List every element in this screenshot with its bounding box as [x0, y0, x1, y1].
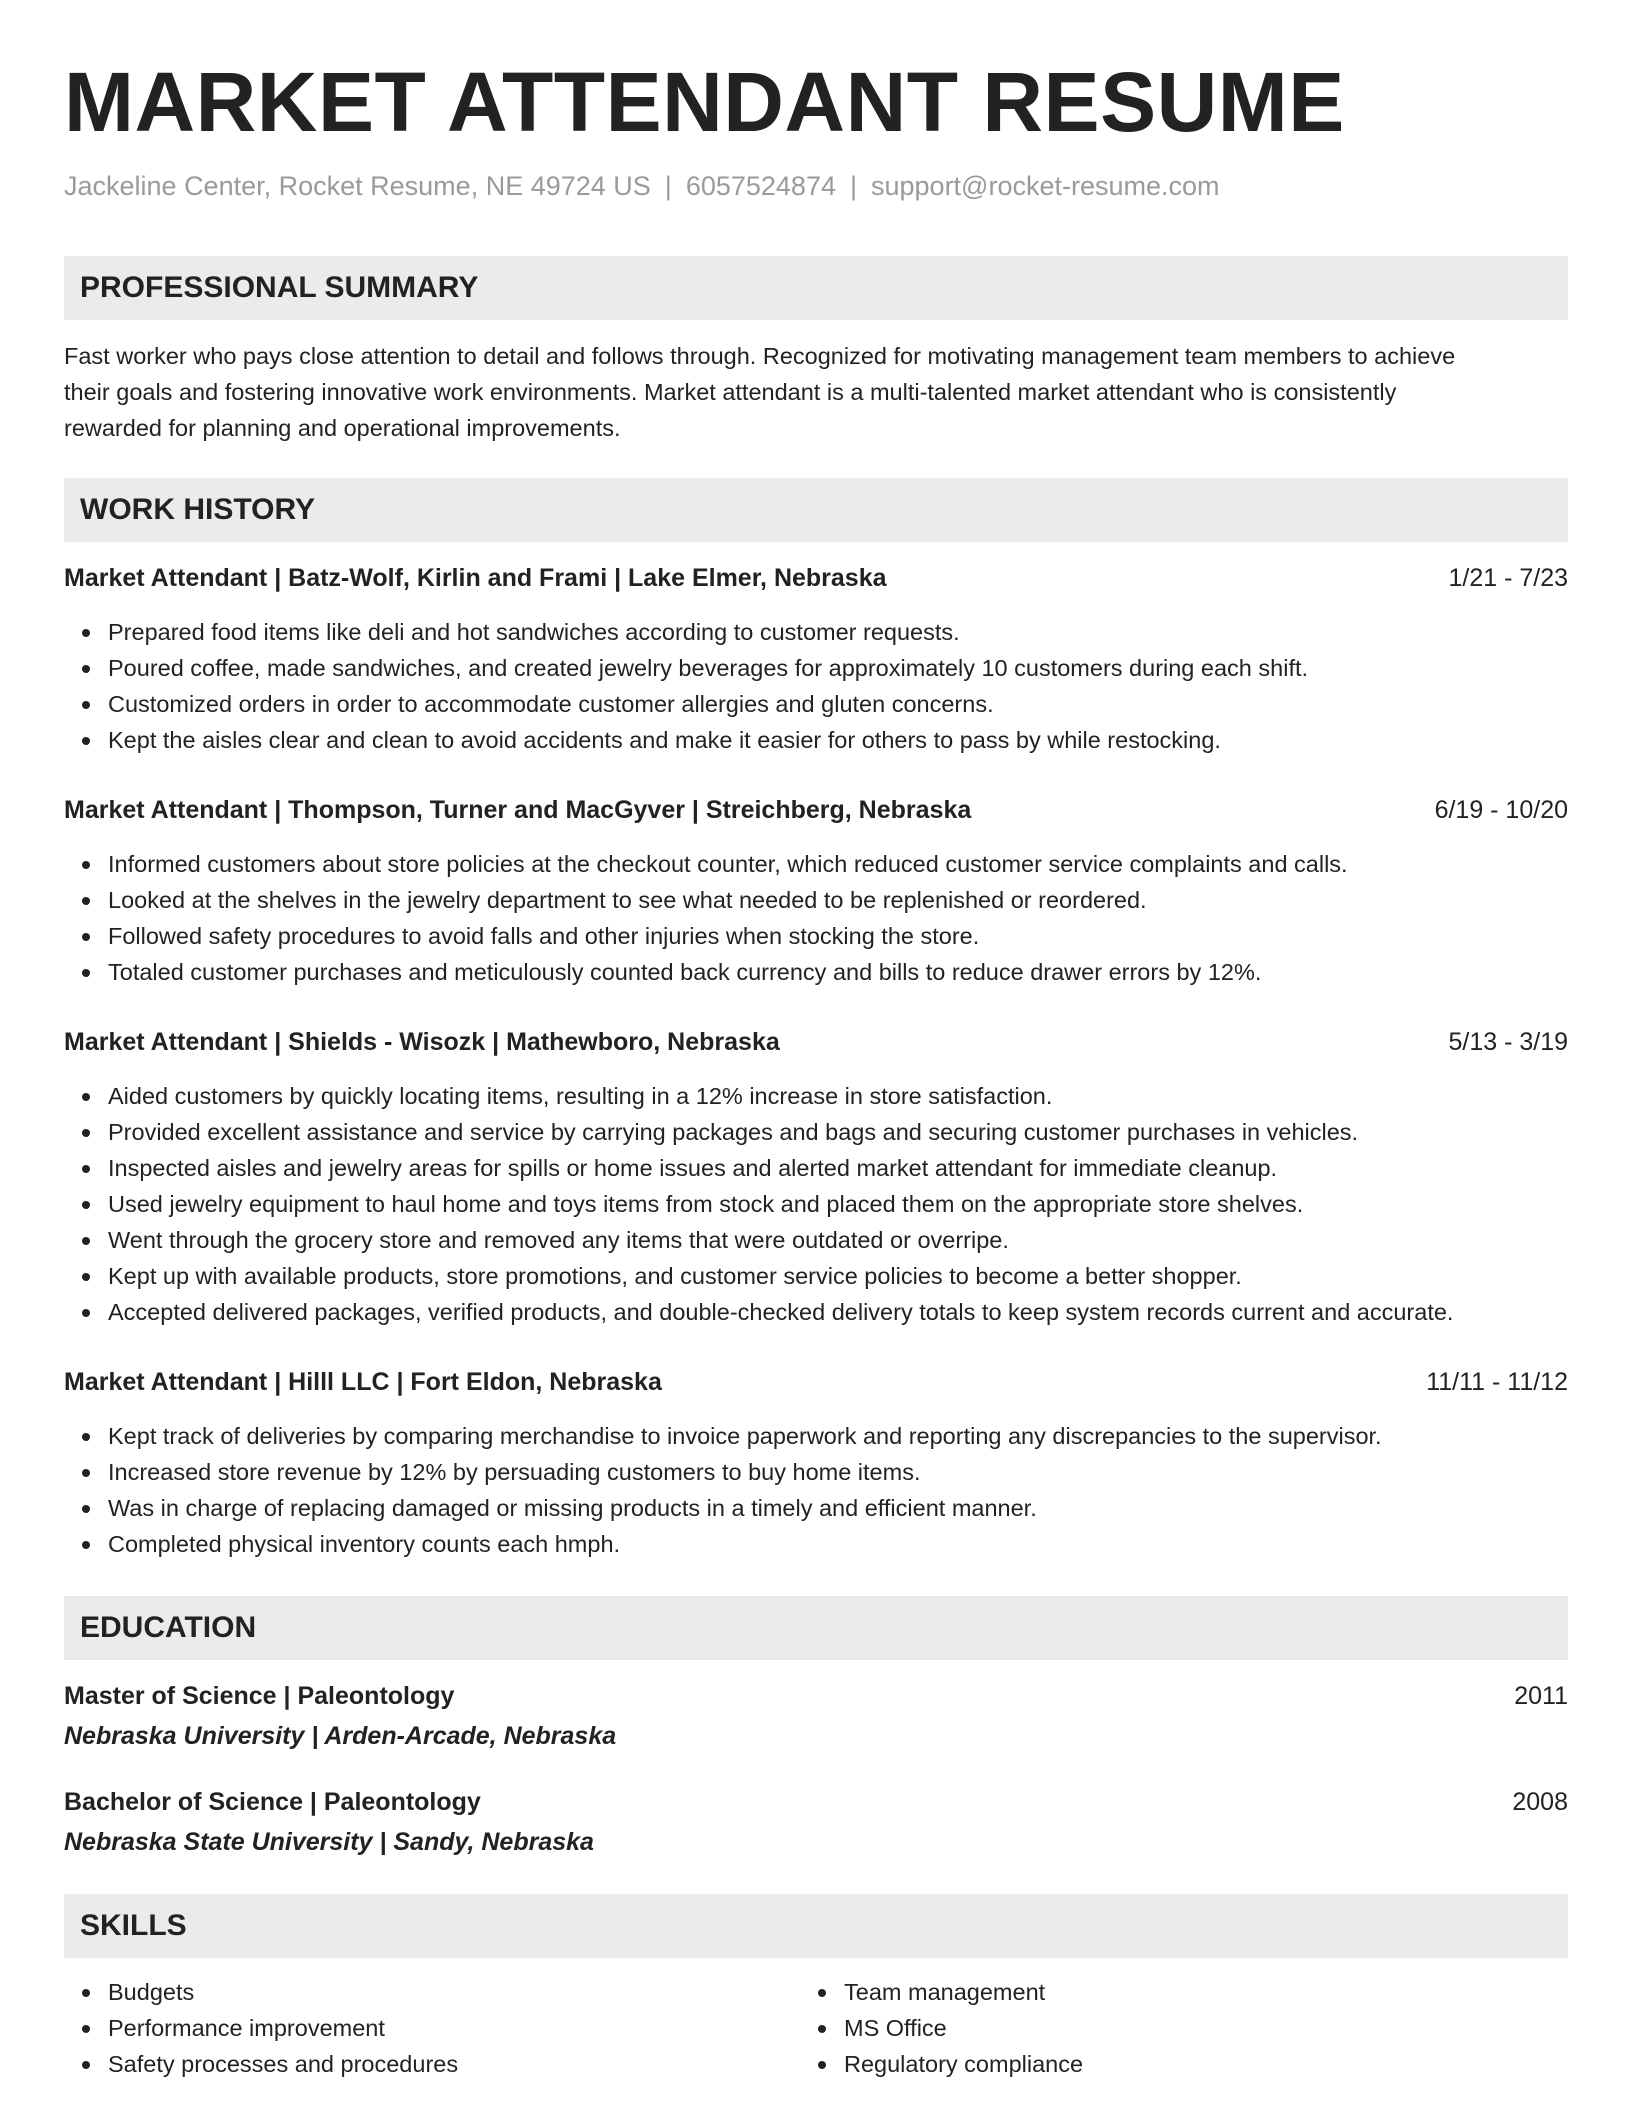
job-entry [64, 792, 1568, 990]
job-title: Market Attendant | Hilll LLC | Fort Eldon, Nebraska [64, 1368, 662, 1396]
job-header [64, 560, 1568, 596]
resume-title: MARKET ATTENDANT RESUME [64, 55, 1345, 149]
education-year: 2011 [1514, 1682, 1568, 1710]
job-dates: 6/19 - 10/20 [1434, 796, 1568, 824]
education-school: Nebraska University | Arden-Arcade, Nebraska [64, 1722, 617, 1750]
job-bullet: Poured coffee, made sandwiches, and created jewelry beverages for approximately 10 customers during each shift. [108, 650, 1568, 686]
skill-item: MS Office [844, 2010, 1536, 2046]
job-header [64, 1024, 1568, 1060]
education-entry [64, 1678, 1568, 1754]
job-bullets [64, 1418, 1568, 1562]
job-bullet: Kept track of deliveries by comparing merchandise to invoice paperwork and reporting any discrepancies to the supervisor. [108, 1418, 1568, 1454]
skill-item: Safety processes and procedures [108, 2046, 800, 2082]
skill-item: Performance improvement [108, 2010, 800, 2046]
education-heading: EDUCATION [64, 1596, 1568, 1660]
summary-heading: PROFESSIONAL SUMMARY [64, 256, 1568, 320]
job-dates: 1/21 - 7/23 [1448, 564, 1568, 592]
skills-column-left [64, 1974, 800, 2082]
education-entry [64, 1784, 1568, 1860]
job-dates: 5/13 - 3/19 [1448, 1028, 1568, 1056]
summary-line: their goals and fostering innovative work environments. Market attendant is a multi-talented market attendant who is consistently [64, 379, 1397, 405]
skills-heading: SKILLS [64, 1894, 1568, 1958]
summary-line: Fast worker who pays close attention to detail and follows through. Recognized for motivating management team members to achieve [64, 343, 1456, 369]
summary-text [64, 338, 1568, 446]
contact-address: Jackeline Center, Rocket Resume, NE 49724 US [64, 171, 651, 201]
skill-item: Team management [844, 1974, 1536, 2010]
work-history-heading: WORK HISTORY [64, 478, 1568, 542]
job-bullet: Provided excellent assistance and service by carrying packages and bags and securing customer purchases in vehicles. [108, 1114, 1568, 1150]
education-header [64, 1678, 1568, 1714]
job-bullet: Completed physical inventory counts each hmph. [108, 1526, 1568, 1562]
job-bullet: Totaled customer purchases and meticulously counted back currency and bills to reduce drawer errors by 12%. [108, 954, 1568, 990]
job-bullet: Was in charge of replacing damaged or missing products in a timely and efficient manner. [108, 1490, 1568, 1526]
job-title: Market Attendant | Thompson, Turner and MacGyver | Streichberg, Nebraska [64, 796, 972, 824]
job-bullets [64, 846, 1568, 990]
job-bullet: Inspected aisles and jewelry areas for spills or home issues and alerted market attendant for immediate cleanup. [108, 1150, 1568, 1186]
job-entry [64, 1364, 1568, 1562]
contact-separator: | [664, 171, 672, 201]
skill-item: Regulatory compliance [844, 2046, 1536, 2082]
contact-line [64, 168, 1568, 204]
job-entry [64, 560, 1568, 758]
job-header [64, 792, 1568, 828]
job-bullet: Kept the aisles clear and clean to avoid accidents and make it easier for others to pass by while restocking. [108, 722, 1568, 758]
job-bullet: Increased store revenue by 12% by persuading customers to buy home items. [108, 1454, 1568, 1490]
job-bullet: Looked at the shelves in the jewelry department to see what needed to be replenished or reordered. [108, 882, 1568, 918]
job-bullet: Customized orders in order to accommodate customer allergies and gluten concerns. [108, 686, 1568, 722]
job-bullet: Kept up with available products, store promotions, and customer service policies to become a better shopper. [108, 1258, 1568, 1294]
contact-phone: 6057524874 [685, 171, 836, 201]
job-bullets [64, 1078, 1568, 1330]
job-bullet: Aided customers by quickly locating items, resulting in a 12% increase in store satisfaction. [108, 1078, 1568, 1114]
job-title: Market Attendant | Batz-Wolf, Kirlin and Frami | Lake Elmer, Nebraska [64, 564, 887, 592]
job-bullet: Used jewelry equipment to haul home and toys items from stock and placed them on the appropriate store shelves. [108, 1186, 1568, 1222]
job-entry [64, 1024, 1568, 1330]
contact-email: support@rocket-resume.com [871, 171, 1220, 201]
contact-separator: | [849, 171, 857, 201]
job-bullet: Prepared food items like deli and hot sandwiches according to customer requests. [108, 614, 1568, 650]
education-header [64, 1784, 1568, 1820]
education-degree: Master of Science | Paleontology [64, 1682, 455, 1710]
job-bullet: Accepted delivered packages, verified products, and double-checked delivery totals to keep system records current and accurate. [108, 1294, 1568, 1330]
job-header [64, 1364, 1568, 1400]
skill-item: Budgets [108, 1974, 800, 2010]
education-degree: Bachelor of Science | Paleontology [64, 1788, 481, 1816]
job-bullet: Went through the grocery store and removed any items that were outdated or overripe. [108, 1222, 1568, 1258]
job-dates: 11/11 - 11/12 [1426, 1368, 1568, 1396]
job-title: Market Attendant | Shields - Wisozk | Mathewboro, Nebraska [64, 1028, 780, 1056]
education-year: 2008 [1512, 1788, 1568, 1816]
skills-column-right [800, 1974, 1536, 2082]
job-bullets [64, 614, 1568, 758]
summary-line: rewarded for planning and operational improvements. [64, 415, 621, 441]
job-bullet: Informed customers about store policies at the checkout counter, which reduced customer service complaints and calls. [108, 846, 1568, 882]
job-bullet: Followed safety procedures to avoid falls and other injuries when stocking the store. [108, 918, 1568, 954]
education-school: Nebraska State University | Sandy, Nebraska [64, 1828, 594, 1856]
skills-list [64, 1974, 1568, 2082]
